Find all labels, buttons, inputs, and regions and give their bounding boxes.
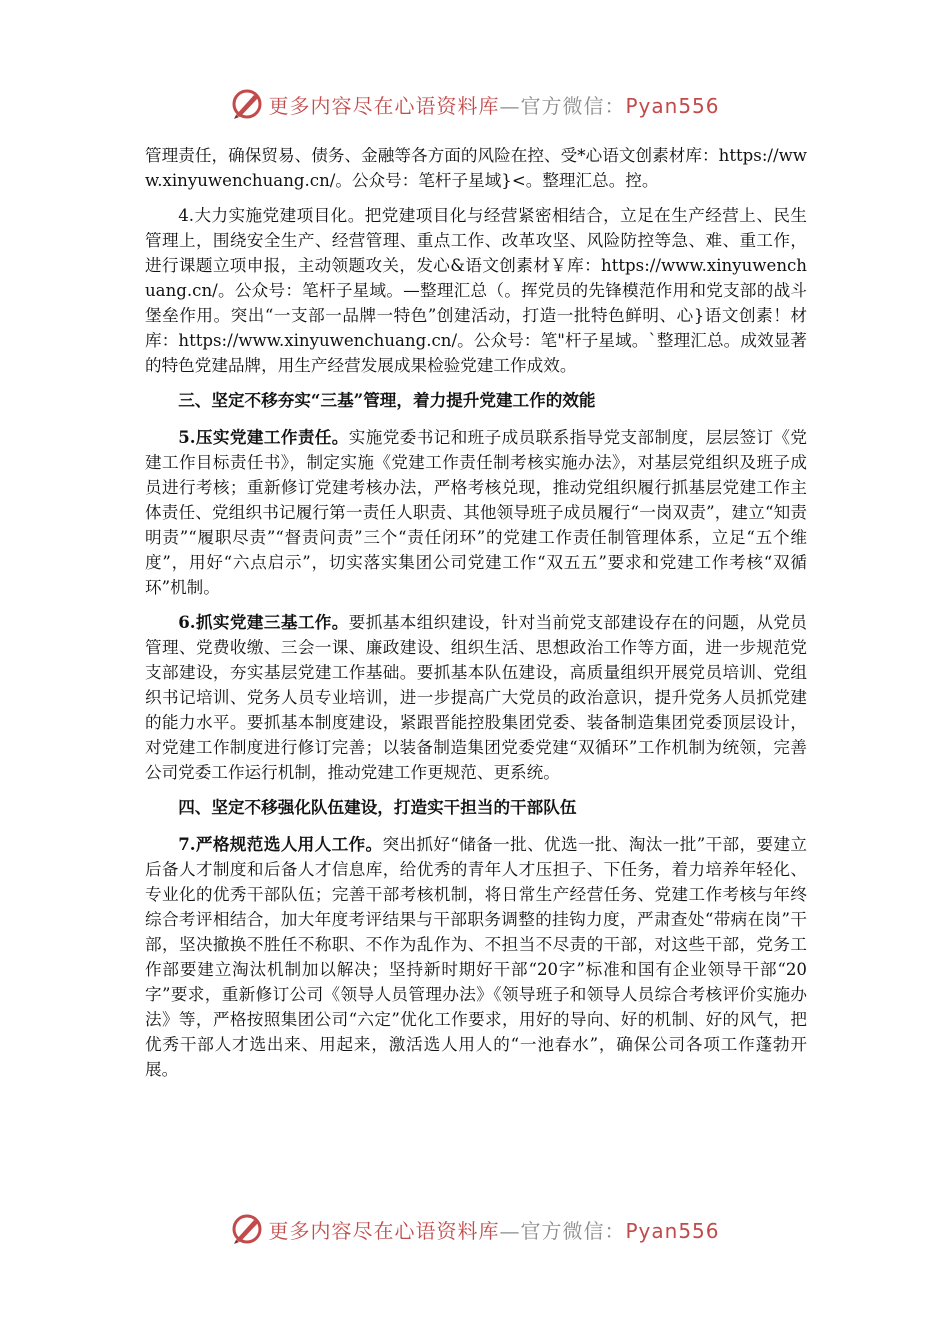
paragraph-continuation: 管理责任，确保贸易、债务、金融等各方面的风险在控、受*心语文创素材库：https://www.xinyuwenchuang.cn/。公众号：笔杆子星域}<。整理汇总。控。 <box>145 146 807 190</box>
paragraph-item-4: 4.大力实施党建项目化。把党建项目化与经营紧密相结合，立足在生产经营上、民生管理上，围绕安全生产、经营管理、重点工作、改革攻坚、风险防控等急、难、重工作，进行课题立项申报，主动领题攻关，发心&语文创素材￥库：https://www.xinyuwenchuang.cn/。公众号：笔杆子星域。—整理汇总（。挥党员的先锋模范作用和党支部的战斗堡垒作用。突出“一支部一品牌一特色”创建活动，打造一批特色鲜明、心}语文创素！材库：https://www.xinyuwenchuang.cn/。公众号：笔"杆子星域。`整理汇总。成效显著的特色党建品牌，用生产经营发展成果检验党建工作成效。 <box>145 206 807 375</box>
pen-circle-logo-icon <box>230 87 264 121</box>
banner-text: 更多内容尽在心语资料库—官方微信：Pyan556 <box>268 1218 720 1243</box>
pen-circle-logo-icon <box>230 1212 264 1246</box>
section-heading-3: 三、坚定不移夯实“三基”管理，着力提升党建工作的效能 <box>178 390 596 410</box>
section-heading-4: 四、坚定不移强化队伍建设，打造实干担当的干部队伍 <box>178 797 577 817</box>
paragraph-item-5 <box>145 425 807 600</box>
item-5-lead: 5.压实党建工作责任。 <box>178 427 349 447</box>
item-6-body: 要抓基本组织建设，针对当前党支部建设存在的问题，从党员管理、党费收缴、三会一课、廉政建设、组织生活、思想政治工作等方面，进一步规范党支部建设，夯实基层党建工作基础。要抓基本队伍建设，高质量组织开展党员培训、党组织书记培训、党务人员专业培训，进一步提高广大党员的政治意识，提升党务人员抓党建的能力水平。要抓基本制度建设，紧跟晋能控股集团党委、装备制造集团党委顶层设计，对党建工作制度进行修订完善；以装备制造集团党委党建“双循环”工作机制为统领，完善公司党委工作运行机制，推动党建工作更规范、更系统。 <box>145 613 808 782</box>
header-watermark-banner <box>0 84 950 124</box>
paragraph-item-6 <box>145 610 807 785</box>
document-body <box>145 143 807 1092</box>
paragraph-item-7 <box>145 832 807 1082</box>
footer-watermark-banner <box>0 1209 950 1249</box>
banner-text: 更多内容尽在心语资料库—官方微信：Pyan556 <box>268 93 720 118</box>
item-7-body: 突出抓好“储备一批、优选一批、淘汰一批”干部，要建立后备人才制度和后备人才信息库，给优秀的青年人才压担子、下任务，着力培养年轻化、专业化的优秀干部队伍；完善干部考核机制，将日常生产经营任务、党建工作考核与年终综合考评相结合，加大年度考评结果与干部职务调整的挂钩力度，严肃查处“带病在岗”干部，坚决撤换不胜任不称职、不作为乱作为、不担当不尽责的干部，对这些干部，党务工作部要建立淘汰机制加以解决；坚持新时期好干部“20字”标准和国有企业领导干部“20字”要求，重新修订公司《领导人员管理办法》《领导班子和领导人员综合考核评价实施办法》等，严格按照集团公司“六定”优化工作要求，用好的导向、好的机制、好的风气，把优秀干部人才选出来、用起来，激活选人用人的“一池春水”，确保公司各项工作蓬勃开展。 <box>145 835 807 1079</box>
item-5-body: 实施党委书记和班子成员联系指导党支部制度，层层签订《党建工作目标责任书》，制定实施《党建工作责任制考核实施办法》，对基层党组织及班子成员进行考核；重新修订党建考核办法，严格考核兑现，推动党组织履行抓基层党建工作主体责任、党组织书记履行第一责任人职责、其他领导班子成员履行“一岗双责”，建立“知责明责”“履职尽责”“督责问责”三个“责任闭环”的党建工作责任制管理体系，立足“五个维度”，用好“六点启示”，切实落实集团公司党建工作“双五五”要求和党建工作考核“双循环”机制。 <box>145 428 808 597</box>
item-7-lead: 7.严格规范选人用人工作。 <box>178 834 383 854</box>
item-6-lead: 6.抓实党建三基工作。 <box>178 612 349 632</box>
